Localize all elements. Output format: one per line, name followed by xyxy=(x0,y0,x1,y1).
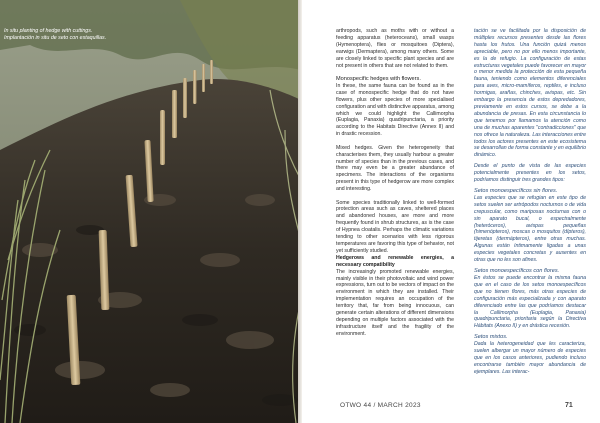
english-paragraph-2: In these, the same fauna can be found as in the case of monospecific hedge that do not have flowers, plus other species of more specialised configuration and with distinctive apparatus, among which we could highlight the Callimorpha (Euplagia, Panaxia) quadripunctaria, a priority according to the Habitats Directive (Annex II) and in drastic recession. xyxy=(336,82,454,138)
spanish-paragraph-4: En éstos se puede encontrar la misma fauna que en el caso de los setos monoespecíficos que no tienen flores, más otras especies de configuración más especializada y con aparato diferenciado entre las que podríamos destacar la Callimorpha (Euplagia, Panaxia) quadripunctaria, prioritaria según la Directiva Hábitats (Anexo II) y en drástica recesión. xyxy=(474,275,586,330)
spanish-paragraph-5: Dada la heterogeneidad que les caracteriza, suelen albergar un mayor número de especies que en los casos anteriores, pudiendo incluso encontrarse también mayor abundancia de ejemplares. Las interac- xyxy=(474,341,586,375)
english-column xyxy=(336,28,454,344)
english-paragraph-3: Mixed hedges. Given the heterogeneity that characterises them, they usually harbour a greater number of species than in the previous cases, and there may even be a greater abundance of specimens. The interactions of the organisms present in this type of hedgerow are more complex and interesting. xyxy=(336,144,454,193)
english-paragraph-4: Some species traditionally linked to well-formed protection areas such as caves, sheltered places and abandoned houses, are more and more frequently found in shrub structures, as is the case of Hypnea cloatalis. Perhaps the climatic variations tending to other scenarios with less rigorous temperatures are favoring this type of behavior, not yet sufficiently studied. xyxy=(336,199,454,254)
english-paragraph-5: The increasingly promoted renewable energies, mainly visible in their photovoltaic and wind power expressions, turn out to be vectors of impact on the environment in which they are installed. Their implementation requires an occupation of the territory that, far from being innocuous, can generate certain alterations of different dimensions depending on multiple factors associated with the infrastructure itself and the fragility of the environment. xyxy=(336,268,454,337)
spanish-heading-mixed: Setos mixtos. xyxy=(474,334,508,341)
english-paragraph-1: arthropods, such as moths with or without a feeding apparatus (heteroceans), small wasps (Hymenoptera), flies or mosquitoes (Diptera), earwigs (Dermaptera), among many others. Some are closely linked to specific plant species and are not present in others that are not related to them. xyxy=(336,28,454,69)
caption-english: In situ planting of hedge with cuttings. xyxy=(4,28,93,34)
spanish-paragraph-1: tación se ve facilitada por la disposición de múltiples recursos presentes desde las flores hasta los frutos. Una función quizá menos apreciable, pero no por ello menos importante, es la de refugio. La configuración de estas estructuras vegetales puede favorecer en mayor o menor medida la protección de esta pequeña fauna, teniendo como elementos diferenciales para aves, micro-mamíferos, reptiles, e incluso hormigas, arañas, chinches, avispas, etc. Sin embargo la presencia de estos depredadores, previamente en estos cursos, se debe a la abundancia de presas. En esta circunstancia lo que tenemos por llamamos la atención como una de muchas aparentes "contradicciones" que nos ofrece la naturaleza. Las interacciones entre todos los actores presentes en este ecosistema se desarrollan de forma constante y en equilibrio dinámico. xyxy=(474,28,586,159)
english-heading-flowers: Monospecific hedges with flowers. xyxy=(336,75,421,82)
caption-spanish: Implantación in situ de seto con estaquillas. xyxy=(4,35,107,41)
spanish-paragraph-2: Desde el punto de vista de las especies potencialmente presentes en los setos, podríamos distinguir tres grandes tipos: xyxy=(474,163,586,184)
spanish-column xyxy=(474,28,586,380)
english-heading-renewables: Hedgerows and renewable energies, a necessary compatibility xyxy=(336,254,454,268)
photo-caption xyxy=(4,28,134,42)
spanish-heading-no-flowers: Setos monoespecíficos sin flores. xyxy=(474,187,558,194)
issue-footer: OTWO 44 / MARCH 2023 xyxy=(340,402,421,409)
spanish-paragraph-3: Las especies que se refugian en este tipo de setos suelen ser artrópodos nocturnos o de vida crepuscular, como mariposas nocturnas con o sin aparato bucal, o espectralmente (heteróceros), avispas pequeñas (himenópteros), moscas o mosquitos (dípteros), tijeretas (dermápteros), entre otras muchas. Algunas están íntimamente ligadas a unas especies vegetales concretas y ausentes en otras que no les son afines. xyxy=(474,194,586,264)
page-number: 71 xyxy=(565,402,573,409)
spanish-heading-flowers: Setos monoespecíficos con flores. xyxy=(474,268,560,274)
